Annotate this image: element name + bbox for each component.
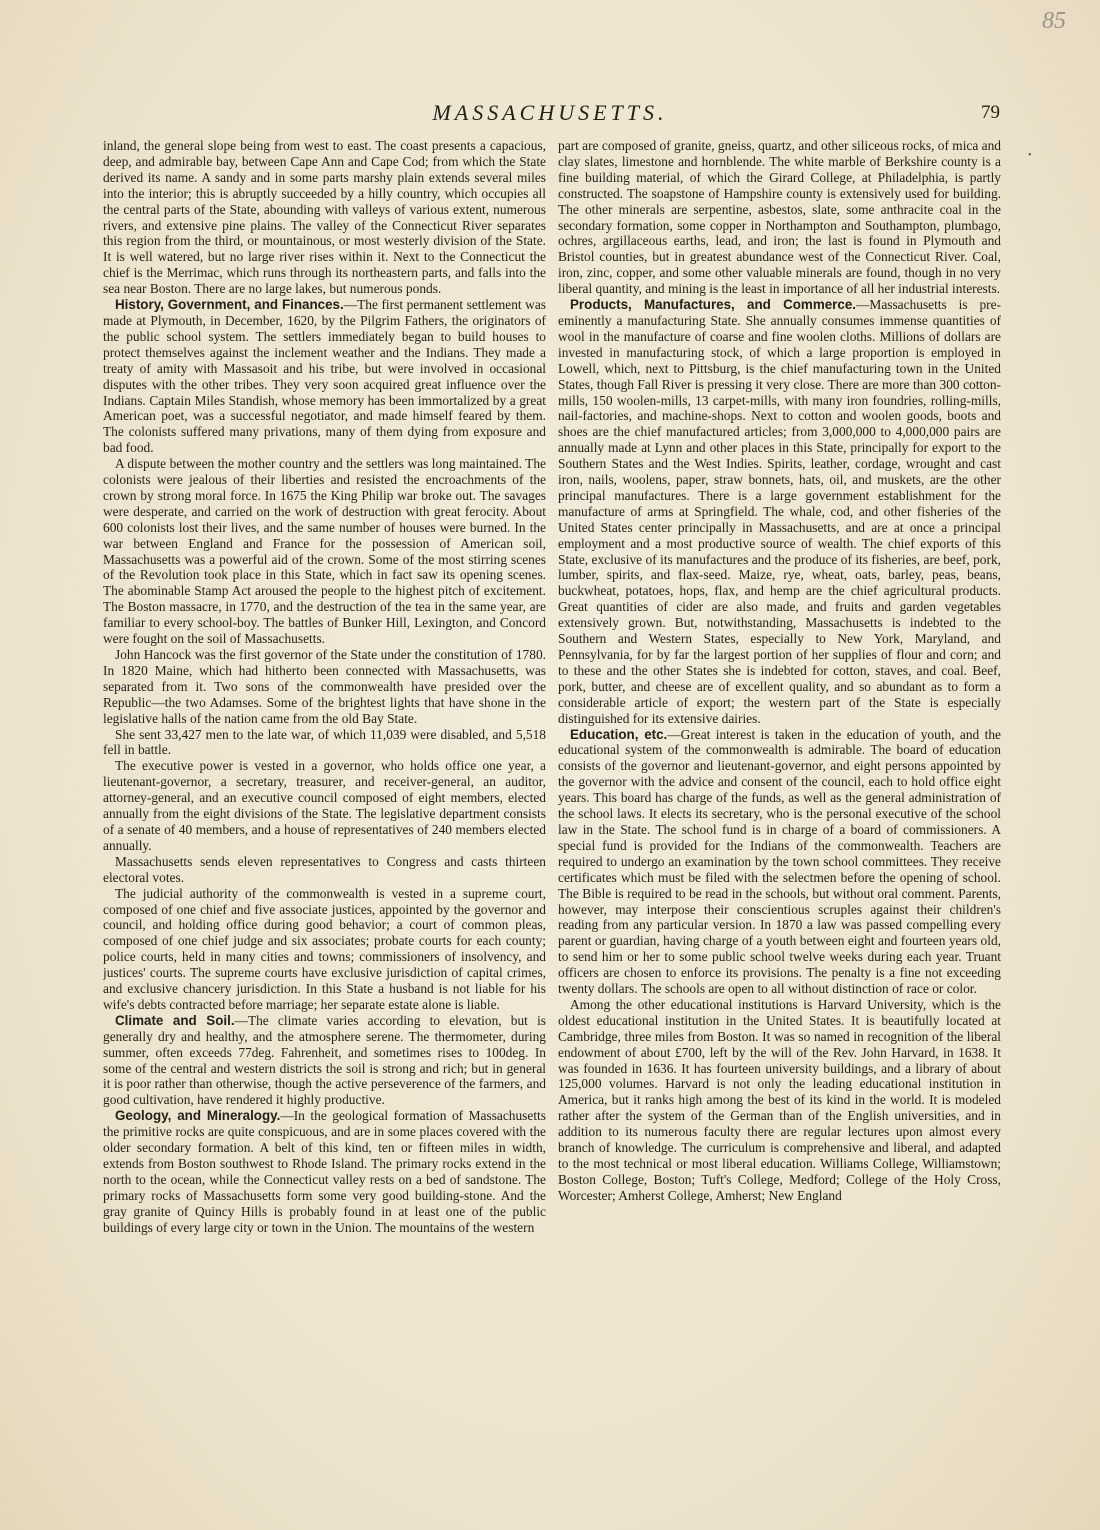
left-column [103,138,546,1428]
section-heading: History, Government, and Finances. [115,297,344,313]
pencil-page-note: 85 [1042,8,1066,34]
paragraph: The judicial authority of the commonwealth is vested in a supreme court, composed of one chief and five associate justices, appointed by the governor and council, and holding office during good behavior; a court of common pleas, composed of one chief judge and six associates; probate courts for each county; police courts, held in many cities and towns; commissioners of insolvency, and justices' courts. The supreme courts have exclusive jurisdiction of capital crimes, and exclusive chancery jurisdiction. In this State a husband is not liable for his wife's debts contracted before marriage; her separate estate alone is liable. [103,885,546,1012]
paragraph: Massachusetts sends eleven representatives to Congress and casts thirteen electoral votes. [103,853,546,885]
section-geology [103,1108,546,1235]
section-history [103,297,546,456]
running-title: MASSACHUSETTS. [432,100,668,125]
section-heading: Geology, and Mineralogy. [115,1108,281,1124]
running-header [100,100,1000,130]
section-products [558,297,1001,726]
paragraph: She sent 33,427 men to the late war, of which 11,039 were disabled, and 5,518 fell in battle. [103,726,546,758]
paragraph-text: —Great interest is taken in the education of youth, and the educational system of the commonwealth is admirable. The board of education consists of the governor and lieutenant-governor, and eight persons appointed by the governor with the advice and consent of the council, each to hold office eight years. This board has charge of the funds, as well as the general administration of the school laws. It elects its secretary, who is the personal executive of the school law in the State. The school fund is in charge of a board of commissioners. A special fund is provided for the Indians of the commonwealth. Teachers are required to undergo an examination by the town school committees. They receive certificates which must be filed with the selectmen before the opening of school. The Bible is required to be read in the schools, but without oral comment. Parents, however, may interpose their conscientious scruples against their children's reading from any particular version. In 1870 a law was passed compelling every parent or guardian, having charge of a youth between eight and fourteen years old, to send him or her to some public school twelve weeks during each year. Truant officers are chosen to enforce its provisions. The penalty is a fine not exceeding twenty dollars. The schools are open to all without distinction of race or color. [558,726,1001,997]
paragraph: John Hancock was the first governor of the State under the constitution of 1780. In 1820 Maine, which had hitherto been connected with Massachusetts, was separated from it. Two sons of the commonwealth have presided over the Republic—the two Adamses. Some of the brightest lights that have shone in the legislative halls of the nation came from the old Bay State. [103,647,546,726]
paragraph: Among the other educational institutions is Harvard University, which is the oldest educational institution in the United States. It is beautifully located at Cambridge, three miles from Boston. It was so named in recognition of the liberal endowment of about £700, left by the will of the Rev. John Harvard, in 1638. It was founded in 1636. It has fourteen university buildings, and a library of about 125,000 volumes. Harvard is not only the leading educational institution in America, but it ranks high among the best of its kind in the world. It is modeled rather after the system of the German than of the English universities, and in addition to its numerous faculty there are regular lectures upon almost every branch of knowledge. The curriculum is comprehensive and liberal, and adapted to the most technical or most liberal education. Williams College, Williamstown; Boston College, Boston; Tuft's College, Medford; College of the Holy Cross, Worcester; Amherst College, Amherst; New England [558,996,1001,1203]
paragraph-text: —Massachusetts is pre-eminently a manufacturing State. She annually consumes immense quantities of wool in the manufacture of coarse and fine woolen cloths. Millions of dollars are invested in manufacturing stock, of which a large proportion is employed in Lowell, which, next to Pittsburg, is the chief manufacturing town in the United States, though Fall River is pressing it very close. There are more than 300 cotton-mills, 150 woolen-mills, 13 carpet-mills, with many iron foundries, rolling-mills, nail-factories, and machine-shops. Next to cotton and woolen goods, boots and shoes are the chief manufactured articles; from 3,000,000 to 4,000,000 pairs are annually made at Lynn and other places in this State, principally for export to the Southern States and the West Indies. Spirits, leather, cordage, wrought and cast iron, nails, woolens, paper, straw bonnets, hats, oil, and muskets, are the other principal manufactures. There is a large government establishment for the manufacture of arms at Springfield. The whale, cod, and other fisheries of the United States center principally in Massachusetts, and are at once a principal employment and a most productive source of wealth. The chief exports of this State, exclusive of its manufactures and the produce of its fisheries, are beef, pork, lumber, spirits, and flax-seed. Maize, rye, wheat, oats, barley, peas, beans, buckwheat, potatoes, hops, flax, and hemp are the chief agricultural products. Great quantities of cider are also made, and fruits and garden vegetables extensively grown. But, notwithstanding, Massachusetts is indebted to the Southern and Western States, especially to New York, Maryland, and Pennsylvania, for by far the largest portion of her supplies of flour and corn; and to these and the other States she is indebted for cotton, staves, and coal. Beef, pork, butter, and cheese are of excellent quality, and so abundant as to form a considerable article of export; the western part of the State is especially distinguished for its extensive dairies. [558,297,1001,726]
margin-mark: • [1028,150,1032,161]
section-heading: Climate and Soil. [115,1012,235,1028]
section-heading: Education, etc. [570,726,668,742]
section-education [558,727,1001,997]
right-column [558,138,1001,1428]
section-heading: Products, Manufactures, and Commerce. [570,297,857,313]
paragraph-text: —The first permanent settlement was made at Plymouth, in December, 1620, by the Pilgrim Fathers, the originators of the public school system. The settlers immediately began to build houses to protect themselves against the inclement weather and the Indians. They made a treaty of amity with Massasoit and his tribe, but were involved in occasional disputes with the other tribes. They very soon acquired great influence over the Indians. Captain Miles Standish, whose memory has been immortalized by a great American poet, was a successful negotiator, and made himself feared by them. The colonists suffered many privations, many of them dying from exposure and bad food. [103,297,546,456]
paragraph: part are composed of granite, gneiss, quartz, and other siliceous rocks, of mica and clay slates, limestone and hornblende. The white marble of Berkshire county is a fine building material, of which the Girard College, at Philadelphia, is partly constructed. The soapstone of Hampshire county is extensively used for building. The other minerals are serpentine, asbestos, slate, some anthracite coal in the secondary formation, some copper in Northampton and Southampton, plumbago, ochres, argillaceous earths, lead, and iron; the last is found in Plymouth and Bristol counties, but in greatest abundance west of the Connecticut River. Coal, iron, zinc, copper, and some other valuable minerals are found, though in no very liberal quantity, and mining is the least in importance of all her industrial interests. [558,138,1001,297]
paragraph: The executive power is vested in a governor, who holds office one year, a lieutenant-governor, a secretary, treasurer, and receiver-general, an auditor, attorney-general, and an executive council composed of eight members, elected annually from the eight divisions of the State. The legislative department consists of a senate of 40 members, and a house of representatives of 240 members elected annually. [103,758,546,853]
paragraph-text: —The climate varies according to elevation, but is generally dry and healthy, and the atmosphere serene. The thermometer, during summer, often exceeds 77deg. Fahrenheit, and sometimes rises to 100deg. In some of the central and western districts the soil is strong and rich; but in general it is poor rather than otherwise, though the active perseverence of the farmers, and good cultivation, have rendered it highly productive. [103,1012,546,1108]
page-number: 79 [981,102,1000,123]
paragraph: A dispute between the mother country and the settlers was long maintained. The colonists were jealous of their liberties and resisted the encroachments of the crown by strong moral force. In 1675 the King Philip war broke out. The savages were desperate, and carried on the work of destruction with great ferocity. About 600 colonists lost their lives, and the same number of houses were burned. In the war between England and France for the possession of American soil, Massachusetts was a powerful aid of the crown. Some of the most stirring scenes of the Revolution took place in this State, which in fact saw its opening scenes. The abominable Stamp Act aroused the people to the highest pitch of excitement. The Boston massacre, in 1770, and the destruction of the tea in the same year, are familiar to every school-boy. The battles of Bunker Hill, Lexington, and Concord were fought on the soil of Massachusetts. [103,456,546,647]
paragraph-text: —In the geological formation of Massachusetts the primitive rocks are quite conspicuous, and are in some places covered with the older secondary formation. A belt of this kind, ten or fifteen miles in width, extends from Boston southwest to Rhode Island. The primary rocks extend in the north to the ocean, while the Connecticut valley rests on a bed of sandstone. The primary rocks of Massachusetts form some very good building-stone. And the gray granite of Quincy Hills is probably found in at least one of the public buildings of every large city or town in the Union. The mountains of the western [103,1108,546,1235]
section-climate [103,1013,546,1108]
paragraph: inland, the general slope being from west to east. The coast presents a capacious, deep, and admirable bay, between Cape Ann and Cape Cod; from which the State derived its name. A sandy and in some parts marshy plain extends several miles into the interior; this is abruptly succeeded by a hilly country, which occupies all the central parts of the State, abounding with valleys of various extent, numerous rivers, and extensive pine plains. The valley of the Connecticut River separates this region from the third, or mountainous, or most westerly division of the State. It is well watered, but no large river rises within it. Next to the Connecticut the chief is the Merrimac, which runs through its northeastern parts, and falls into the sea near Boston. There are no large lakes, but numerous ponds. [103,138,546,297]
